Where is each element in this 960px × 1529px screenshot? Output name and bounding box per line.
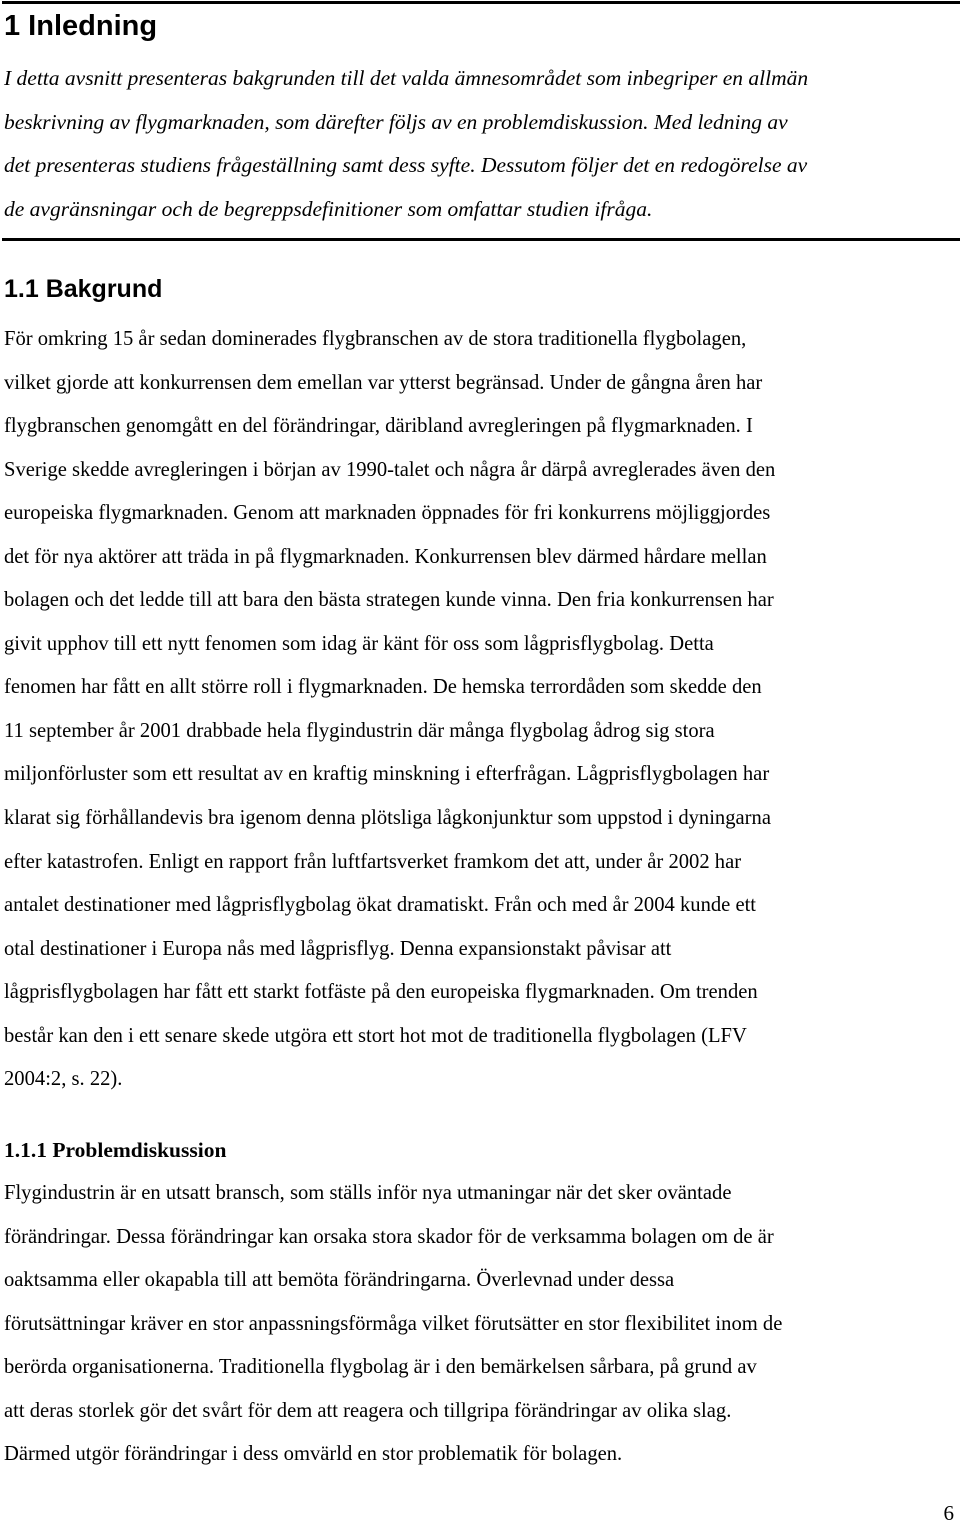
text-line: klarat sig förhållandevis bra igenom denna plötsliga lågkonjunktur som uppstod i dyningarna <box>4 807 771 830</box>
text-line: 2004:2, s. 22). <box>4 1068 123 1091</box>
section-rule <box>2 238 960 241</box>
text-line: bolagen och det ledde till att bara den bästa strategen kunde vinna. Den fria konkurrensen har <box>4 589 774 612</box>
text-line: att deras storlek gör det svårt för dem att reagera och tillgripa förändringar av olika slag. <box>4 1399 732 1422</box>
text-line: europeiska flygmarknaden. Genom att marknaden öppnades för fri konkurrens möjliggjordes <box>4 502 771 525</box>
text-line: det för nya aktörer att träda in på flygmarknaden. Konkurrensen blev därmed hårdare mellan <box>4 545 767 568</box>
text-line: berörda organisationerna. Traditionella flygbolag är i den bemärkelsen sårbara, på grund av <box>4 1356 757 1379</box>
intro-line: beskrivning av flygmarknaden, som därefter följs av en problemdiskussion. Med ledning av <box>4 109 788 134</box>
text-line: givit upphov till ett nytt fenomen som idag är känt för oss som lågprisflygbolag. Detta <box>4 632 714 655</box>
text-line: 11 september år 2001 drabbade hela flygindustrin där många flygbolag ådrog sig stora <box>4 719 715 742</box>
subsection-heading-problemdiskussion: 1.1.1 Problemdiskussion <box>4 1138 227 1162</box>
text-line: vilket gjorde att konkurrensen dem emellan var ytterst begränsad. Under de gångna åren har <box>4 371 763 394</box>
chapter-heading: 1 Inledning <box>4 10 158 42</box>
text-line: Flygindustrin är en utsatt bransch, som ställs inför nya utmaningar när det sker oväntade <box>4 1182 732 1204</box>
text-line: oaktsamma eller okapabla till att bemöta förändringarna. Överlevnad under dessa <box>4 1269 675 1292</box>
text-line: För omkring 15 år sedan dominerades flygbranschen av de stora traditionella flygbolagen, <box>4 328 747 350</box>
text-line: Därmed utgör förändringar i dess omvärld en stor problematik för bolagen. <box>4 1443 623 1466</box>
problemdiskussion-paragraph <box>4 1172 959 1477</box>
intro-line: I detta avsnitt presenteras bakgrunden till det valda ämnesområdet som inbegriper en allmän <box>4 66 809 90</box>
text-line: lågprisflygbolagen har fått ett starkt fotfäste på den europeiska flygmarknaden. Om trenden <box>4 981 758 1004</box>
intro-paragraph <box>4 57 954 231</box>
text-line: Sverige skedde avregleringen i början av 1990-talet och några år därpå avreglerades även den <box>4 458 776 481</box>
text-line: otal destinationer i Europa nås med lågprisflyg. Denna expansionstakt påvisar att <box>4 937 672 960</box>
intro-line: det presenteras studiens frågeställning samt dess syfte. Dessutom följer det en redogörelse av <box>4 153 808 177</box>
section-heading-bakgrund: 1.1 Bakgrund <box>4 275 163 303</box>
text-line: antalet destinationer med lågprisflygbolag ökat dramatiskt. Från och med år 2004 kunde ett <box>4 894 757 917</box>
text-line: fenomen har fått en allt större roll i flygmarknaden. De hemska terrordåden som skedde den <box>4 676 762 699</box>
top-rule <box>2 1 960 4</box>
text-line: förutsättningar kräver en stor anpassningsförmåga vilket förutsätter en stor flexibilitet inom de <box>4 1312 783 1335</box>
text-line: miljonförluster som ett resultat av en kraftig minskning i efterfrågan. Lågprisflygbolagen har <box>4 763 770 786</box>
intro-line: de avgränsningar och de begreppsdefinitioner som omfattar studien ifråga. <box>4 196 653 221</box>
text-line: efter katastrofen. Enligt en rapport från luftfartsverket framkom det att, under år 2002 har <box>4 850 742 873</box>
bakgrund-paragraph <box>4 318 959 1102</box>
text-line: förändringar. Dessa förändringar kan orsaka stora skador för de verksamma bolagen om de är <box>4 1225 774 1248</box>
page-number: 6 <box>943 1501 954 1525</box>
text-line: består kan den i ett senare skede utgöra ett stort hot mot de traditionella flygbolagen (LFV <box>4 1024 747 1047</box>
text-line: flygbranschen genomgått en del förändringar, däribland avregleringen på flygmarknaden. I <box>4 415 753 438</box>
